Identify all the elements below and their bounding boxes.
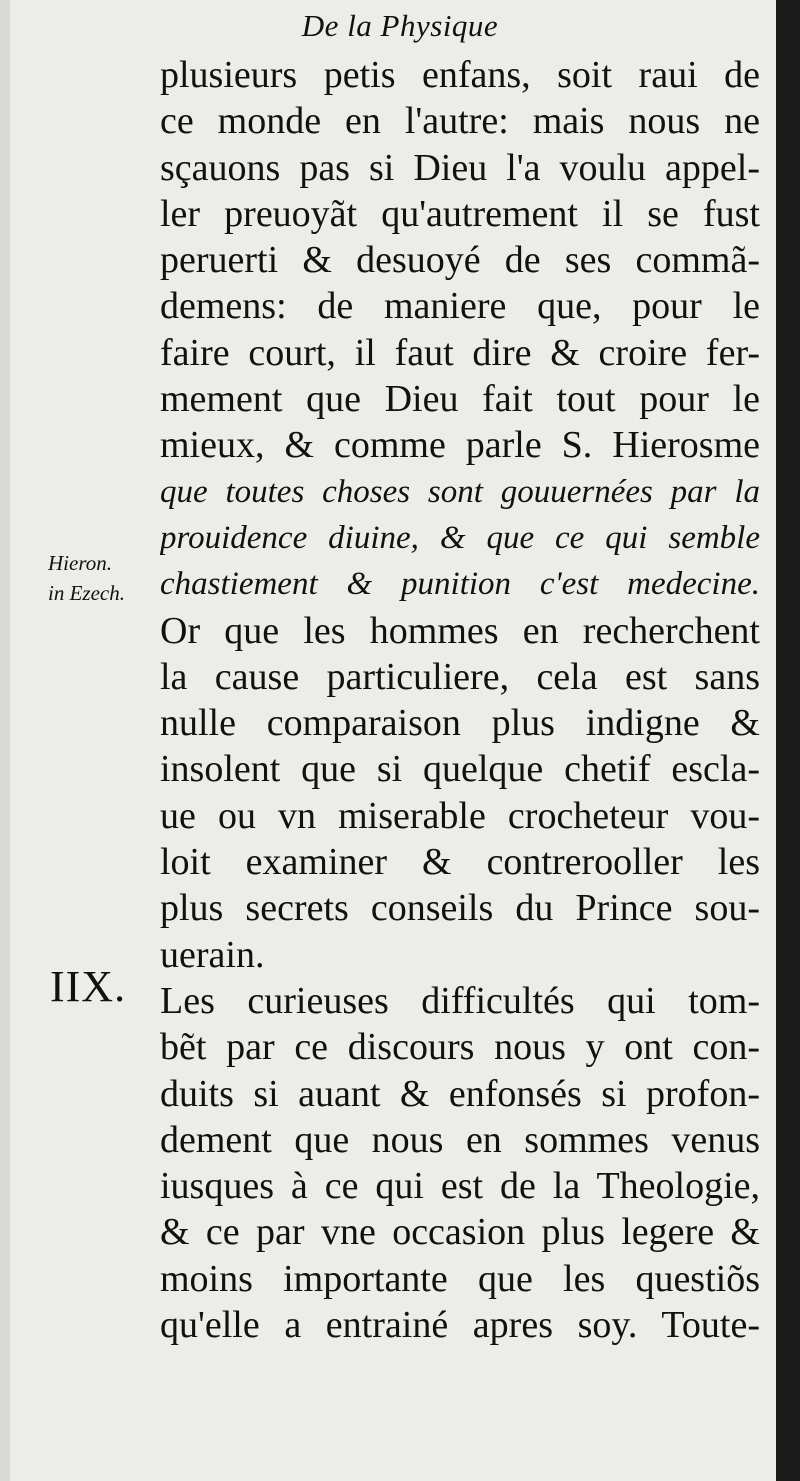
text-line: la cause particuliere, cela est sans: [160, 655, 760, 698]
running-head: De la Physique: [301, 8, 499, 43]
text-line: ler preuoyãt qu'autrement il se fust: [160, 192, 760, 235]
text-line: moins importante que les questiõs: [160, 1257, 760, 1300]
text-line: sçauons pas si Dieu l'a voulu appel-: [160, 146, 760, 189]
margin-note-hieron: Hieron.: [48, 551, 112, 575]
text-line: uerain.: [160, 933, 265, 976]
margin-note-ezech: in Ezech.: [48, 581, 125, 605]
text-line: plus secrets conseils du Prince sou-: [160, 887, 760, 930]
body-text: [160, 52, 760, 1348]
text-line: bẽt par ce discours nous y ont con-: [160, 1026, 760, 1069]
text-line: Or que les hommes en recherchent: [160, 609, 760, 652]
text-line: ue ou vn miserable crocheteur vou-: [160, 794, 760, 837]
section-number: IIX.: [50, 962, 127, 1011]
text-line: insolent que si quelque chetif escla-: [160, 748, 760, 791]
text-line: peruerti & desuoyé de ses commã-: [160, 239, 760, 282]
page-gutter-shade: [0, 0, 10, 1481]
text-line: iusques à ce qui est de la Theologie,: [160, 1165, 760, 1208]
quotation-line: chastiement & punition c'est medecine.: [160, 566, 760, 603]
text-line: faire court, il faut dire & croire fer-: [160, 331, 760, 374]
text-line: Les curieuses difficultés qui tom-: [160, 979, 760, 1022]
text-line: mement que Dieu fait tout pour le: [160, 378, 760, 421]
text-line: loit examiner & contrerooller les: [160, 841, 760, 884]
quotation-line: que toutes choses sont gouuernées par la: [160, 473, 760, 510]
text-line: duits si auant & enfonsés si profon-: [160, 1072, 760, 1115]
text-line: demens: de maniere que, pour le: [160, 285, 760, 328]
page-edge: [776, 0, 800, 1481]
text-line: & ce par vne occasion plus legere &: [160, 1211, 760, 1254]
text-line: plusieurs petis enfans, soit raui de: [160, 54, 760, 96]
text-line: nulle comparaison plus indigne &: [160, 702, 760, 745]
text-line: ce monde en l'autre: mais nous ne: [160, 100, 760, 143]
quotation-line: prouidence diuine, & que ce qui semble: [160, 519, 760, 556]
text-line: mieux, & comme parle S. Hierosme: [160, 424, 760, 467]
text-line: dement que nous en sommes venus: [160, 1118, 760, 1161]
text-line: qu'elle a entrainé apres soy. Toute-: [160, 1304, 760, 1347]
